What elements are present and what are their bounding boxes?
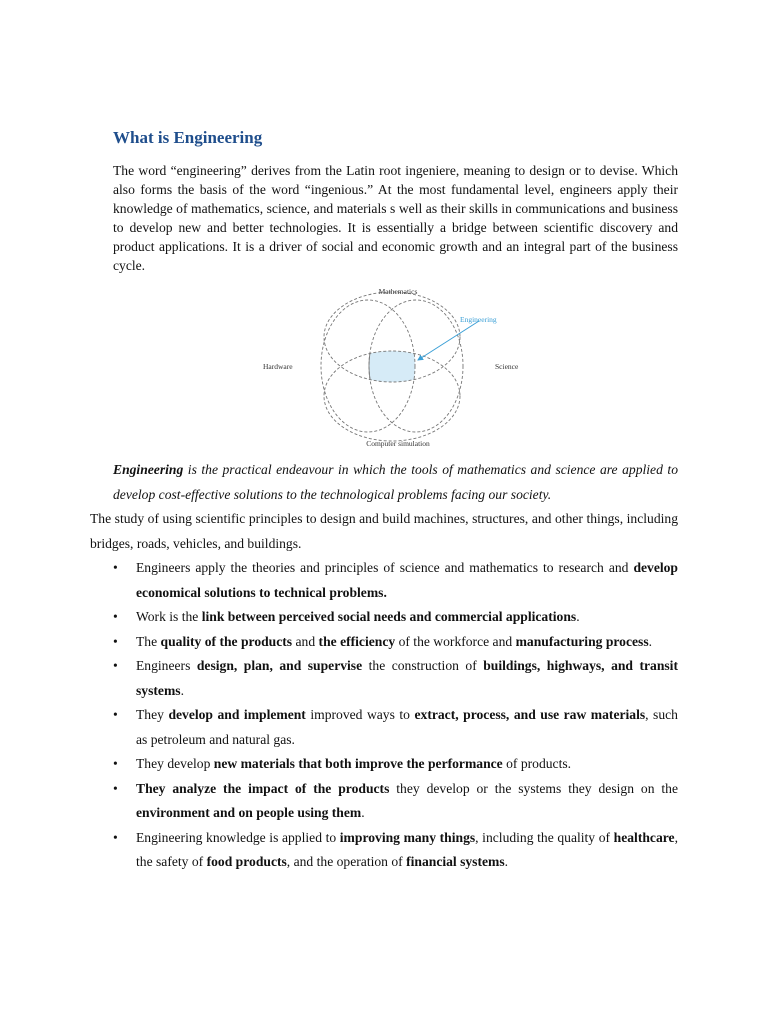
bullet-item [113, 777, 678, 826]
bullet-text: They develop [136, 756, 214, 771]
bullet-text: . [648, 633, 653, 649]
bullet-text: , including the quality of [475, 829, 614, 845]
bullet-text: . [576, 609, 580, 624]
bullet-item [113, 630, 678, 655]
bullet-bold-text: quality of the products [160, 633, 293, 649]
intro-paragraph: The word “engineering” derives from the Latin root ingeniere, meaning to design or to devise. Which also forms the basis of the word “ingenious.” At the most fundamental level, engineers apply their knowledge of mathematics, science, and materials s well as their skills in communications and business to develop new and better technologies. It is essentially a bridge between scientific discovery and product applications. It is a driver of social and economic growth and an integral part of the business cycle. [113, 163, 678, 273]
bullet-bold-text: financial systems [406, 854, 505, 869]
bullet-bold-text: manufacturing process [515, 633, 649, 649]
bullet-item [113, 556, 678, 605]
bullet-text: Engineers apply the theories and principles of science and mathematics to research and [136, 560, 634, 575]
bullet-bold-text: design, plan, and supervise [196, 658, 363, 673]
bullet-text: the construction of [362, 658, 484, 673]
bullet-icon: • [113, 560, 118, 575]
bullet-item [113, 826, 678, 875]
definition-text: is the practical endeavour in which the tools of mathematics and science are applied to develop cost-effective solutions to the technological problems facing our society. [113, 462, 678, 502]
bullet-bold-text: extract, process, and use raw materials [414, 707, 646, 722]
computer-simulation-label: Computer simulation [366, 439, 430, 448]
bullet-text: . [504, 854, 509, 869]
engineering-callout-label: Engineering [460, 315, 497, 324]
bullet-text: , the safety of [136, 829, 678, 869]
bullet-bold-text: improving many things [339, 829, 476, 845]
engineering-overlap-region [369, 300, 463, 432]
bullet-text: , such as petroleum and natural gas. [136, 707, 678, 747]
bullet-text: Engineering knowledge is applied to [136, 829, 340, 845]
bullet-bold-text: They analyze the impact of the products [136, 780, 390, 796]
bullet-bold-text: healthcare [613, 829, 675, 845]
study-paragraph: The study of using scientific principles to design and build machines, structures, and other things, including bridges, roads, vehicles, and buildings. [90, 511, 678, 551]
bullet-bold-text: link between perceived social needs and commercial applications [201, 609, 577, 624]
bullet-bold-text: environment and on people using them [136, 805, 362, 820]
definition-term: Engineering [113, 462, 184, 477]
bullet-text: The [136, 633, 161, 649]
bullet-bold-text: food products [206, 854, 287, 869]
bullet-text: and [292, 633, 319, 649]
bullet-text: Work is the [136, 609, 202, 624]
bullet-icon: • [113, 780, 118, 796]
bullet-text: they develop or the systems they design on the [389, 780, 679, 796]
bullet-bold-text: new materials that both improve the performance [213, 756, 503, 771]
bullet-text: , and the operation of [286, 854, 407, 869]
bullet-text: of the workforce and [395, 633, 516, 649]
bullet-icon: • [113, 756, 118, 771]
bullet-bold-text: develop and implement [168, 707, 306, 722]
bullet-text: improved ways to [305, 707, 415, 722]
bullet-bold-text: develop economical solutions to technical problems. [136, 560, 678, 600]
hardware-label: Hardware [263, 362, 293, 371]
bullet-text: . [361, 805, 365, 820]
bullet-text: They [136, 707, 169, 722]
bullet-text: Engineers [136, 658, 197, 673]
bullet-icon: • [113, 829, 118, 845]
bullet-bold-text: the efficiency [318, 633, 396, 649]
bullet-item [113, 605, 678, 630]
engineering-venn-diagram [255, 282, 530, 452]
bullet-icon: • [113, 707, 118, 722]
mathematics-label: Mathematics [378, 287, 418, 296]
bullet-icon: • [113, 609, 118, 624]
engineering-definition [113, 457, 678, 507]
bullet-item [113, 752, 678, 777]
bullet-item [113, 654, 678, 703]
science-label: Science [495, 362, 519, 371]
bullet-icon: • [113, 658, 118, 673]
engineering-arrow [418, 321, 479, 360]
bullet-text: of products. [502, 756, 572, 771]
bullet-bold-text: buildings, highways, and transit systems [136, 658, 678, 698]
bullet-item [113, 703, 678, 752]
bullet-list [113, 556, 678, 875]
page-title: What is Engineering [113, 128, 263, 147]
bullet-text: . [180, 682, 184, 698]
bullet-icon: • [113, 633, 118, 649]
